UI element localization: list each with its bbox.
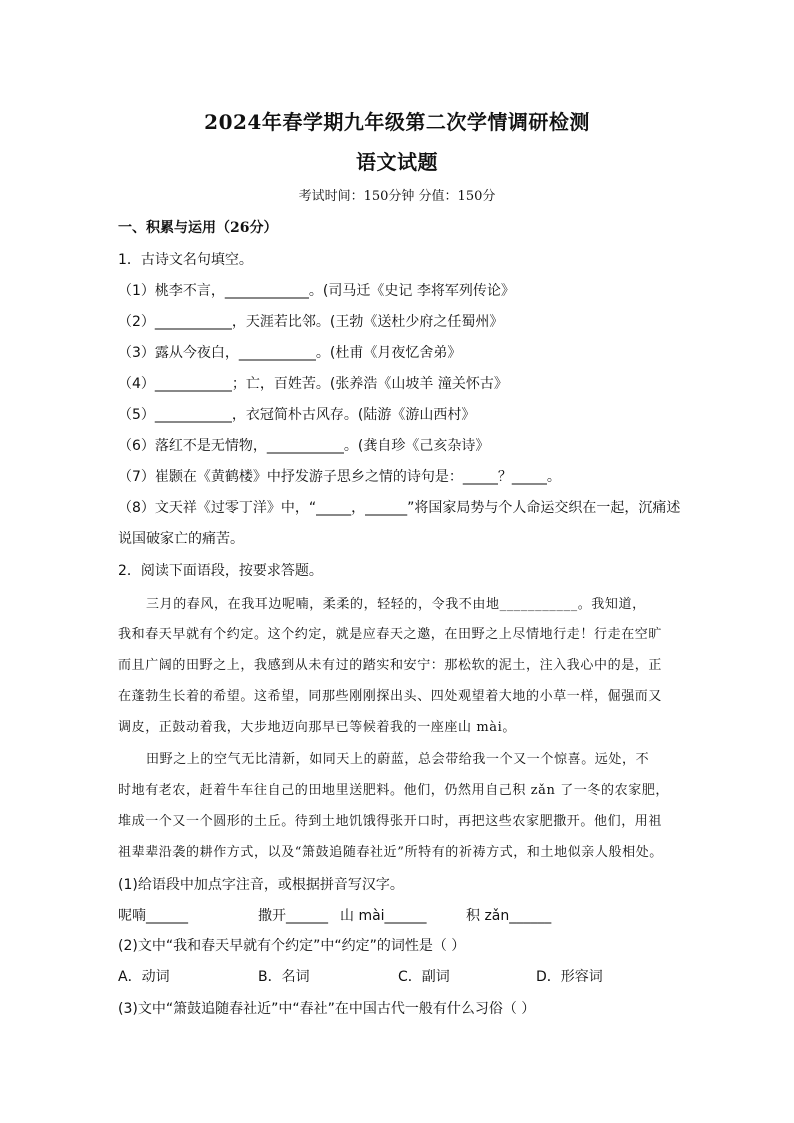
option-c: C．副词 <box>398 969 450 985</box>
passage-line: 在蓬勃生长着的希望。这希望，同那些刚刚探出头、四处观望着大地的小草一样，倔强而又 <box>118 689 663 704</box>
q2-sub2: (2)文中“我和春天早就有个约定”中“约定”的词性是（ ） <box>118 938 466 954</box>
q1-item-6: （6）落红不是无情物，___________。(龚自珍《己亥杂诗》 <box>118 438 490 454</box>
option-b: B．名词 <box>258 969 310 985</box>
q1-item-8: （8）文天祥《过零丁洋》中，“_____，______”将国家局势与个人命运交织在一起，沉痛述 <box>118 500 681 516</box>
q1-item-4: （4）___________；亡，百姓苦。(张养浩《山坡羊 潼关怀古》 <box>118 376 508 392</box>
passage-line: 时地有老农，赶着牛车往自己的田地里送肥料。他们，仍然用自己积 zǎn 了一冬的农家肥， <box>118 783 670 798</box>
pinyin-blank-1: 呢喃______ <box>118 908 188 924</box>
q1-item-8-cont: 说国破家亡的痛苦。 <box>118 531 244 547</box>
question-2-stem: 2．阅读下面语段，按要求答题。 <box>118 563 323 579</box>
passage-line: 调皮，正鼓动着我，大步地迈向那早已等候着我的一座座山 mài。 <box>118 720 516 735</box>
passage-line: 三月的春风，在我耳边呢喃，柔柔的，轻轻的，令我不由地___________。我知道， <box>146 597 646 612</box>
q1-item-1: （1）桃李不言，____________。(司马迁《史记 李将军列传论》 <box>118 283 515 299</box>
option-d: D．形容词 <box>536 969 603 985</box>
pinyin-blank-4: 积 zǎn______ <box>466 908 552 924</box>
exam-subtitle: 语文试题 <box>356 150 438 174</box>
q2-sub3: (3)文中“箫鼓追随春社近”中“春社”在中国古代一般有什么习俗（ ） <box>118 1001 536 1017</box>
question-1-stem: 1．古诗文名句填空。 <box>118 252 253 268</box>
passage-line: 田野之上的空气无比清新，如同天上的蔚蓝，总会带给我一个又一个惊喜。远处，不 <box>146 752 650 767</box>
passage-line: 我和春天早就有个约定。这个约定，就是应春天之邀，在田野之上尽情地行走！行走在空旷 <box>118 627 663 642</box>
passage-line: 而且广阔的田野之上，我感到从未有过的踏实和安宁：那松软的泥土，注入我心中的是，正 <box>118 658 663 673</box>
q1-item-7: （7）崔颢在《黄鹤楼》中抒发游子思乡之情的诗句是：_____？_____。 <box>118 469 561 485</box>
pinyin-blank-2: 撒开______ <box>258 908 328 924</box>
passage-line: 堆成一个又一个圆形的土丘。待到土地饥饿得张开口时，再把这些农家肥撒开。他们，用祖 <box>118 814 663 829</box>
q1-item-2: （2）___________，天涯若比邻。(王勃《送杜少府之任蜀州》 <box>118 314 504 330</box>
exam-meta: 考试时间：150分钟 分值：150分 <box>298 189 496 204</box>
exam-title: 2024年春学期九年级第二次学情调研检测 <box>204 110 590 134</box>
pinyin-blank-3: 山 mài______ <box>340 908 427 924</box>
passage-line: 祖辈辈沿袭的耕作方式，以及“箫鼓追随春社近”所特有的祈祷方式，和土地似亲人般相处。 <box>118 845 663 860</box>
section-heading: 一、积累与运用（26分） <box>118 220 278 236</box>
q1-item-5: （5）___________，衣冠简朴古风存。(陆游《游山西村》 <box>118 407 476 423</box>
q1-item-3: （3）露从今夜白，___________。(杜甫《月夜忆舍弟》 <box>118 345 462 361</box>
option-a: A．动词 <box>118 969 170 985</box>
q2-sub1: (1)给语段中加点字注音，或根据拼音写汉字。 <box>118 877 404 893</box>
